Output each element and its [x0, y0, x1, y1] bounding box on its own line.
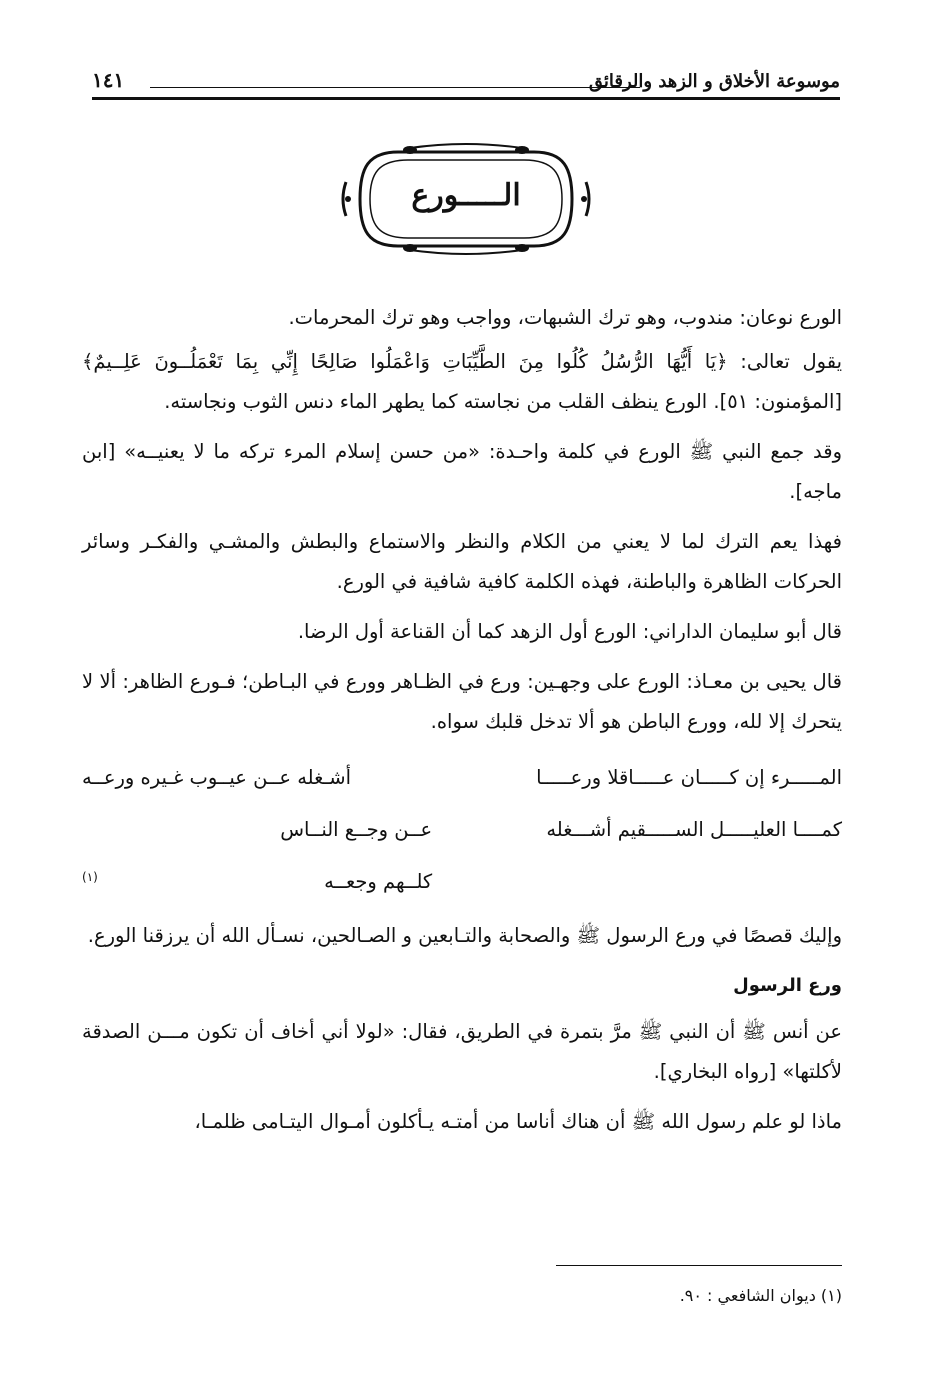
section-heading: ورع الرسول — [733, 975, 842, 996]
poem-hemistich: كمــــا العليـــــل الســـــقيم أشـــغله — [546, 818, 842, 841]
paragraph: ماذا لو علم رسول الله ﷺ أن هناك أناسا من أمتـه يـأكلون أمـوال اليتـامى ظلمـا، — [194, 1110, 842, 1133]
footnote-marker: (١) — [82, 869, 98, 884]
chapter-title: الـــــورع — [411, 178, 521, 213]
poem-hemistich: المـــــرء إن كـــــان عـــــاقلا ورعـــــا — [536, 766, 842, 789]
poem-line — [82, 752, 842, 804]
paragraph: قال أبو سليمان الداراني: الورع أول الزهد كما أن القناعة أول الرضا. — [297, 620, 842, 643]
chapter-title-frame — [338, 138, 594, 260]
paragraph: عن أنس ﷺ أن النبي ﷺ مرَّ بتمرة في الطريق، فقال: «لولا أني أخاف أن تكون مـــن الصدقة لأكلتها» [رواه البخاري]. — [82, 1020, 842, 1083]
page-number: ١٤١ — [92, 68, 125, 92]
poem-hemistich: عــن وجــع النــاس كلــهم وجعــه — [280, 818, 433, 893]
paragraph: الورع نوعان: مندوب، وهو ترك الشبهات، وواجب وهو ترك المحرمات. — [288, 306, 842, 329]
paragraph: قال يحيى بن معـاذ: الورع على وجهـين: ورع في الظـاهر وورع في البـاطن؛ فـورع الظاهر: ألا لا يتحرك إلا لله، وورع الباطن هو ألا تدخل قلبك سواه. — [82, 670, 842, 733]
paragraph: وقد جمع النبي ﷺ الورع في كلمة واحـدة: «من حسن إسلام المرء تركه ما لا يعنيــه» [ابن ماجه]. — [82, 440, 842, 503]
page-body — [82, 298, 842, 1152]
poem-hemistich: أشـغله عــن عيــوب غـيره ورعــه — [82, 766, 351, 789]
footnote: (١) ديوان الشافعي : ٩٠. — [679, 1286, 842, 1305]
paragraph: يقول تعالى: ﴿يَا أَيُّهَا الرُّسُلُ كُلُوا مِنَ الطَّيِّبَاتِ وَاعْمَلُوا صَالِحًا إِنِّي بِمَا تَعْمَلُــونَ عَلِــيمٌ﴾ [المؤمنون: ٥١]. الورع ينظف القلب من نجاسته كما يطهر الماء دنس الثوب ونجاسته. — [82, 350, 842, 413]
header-rule — [92, 97, 840, 100]
header-rule-thin — [150, 87, 640, 88]
paragraph: وإليك قصصًا في ورع الرسول ﷺ والصحابة والتـابعين و الصـالحين، نسـأل الله أن يرزقنا الورع. — [87, 924, 842, 947]
poem-line — [82, 804, 842, 908]
page-header — [92, 58, 840, 98]
paragraph: فهذا يعم الترك لما لا يعني من الكلام والنظر والاستماع والبطش والمشـي والفكـر وسائر الحركات الظاهرة والباطنة، فهذه الكلمة كافية شافية في الورع. — [82, 530, 842, 593]
footnote-rule — [556, 1265, 842, 1266]
poem — [82, 752, 842, 908]
running-title: موسوعة الأخلاق و الزهد والرقائق — [588, 71, 840, 92]
